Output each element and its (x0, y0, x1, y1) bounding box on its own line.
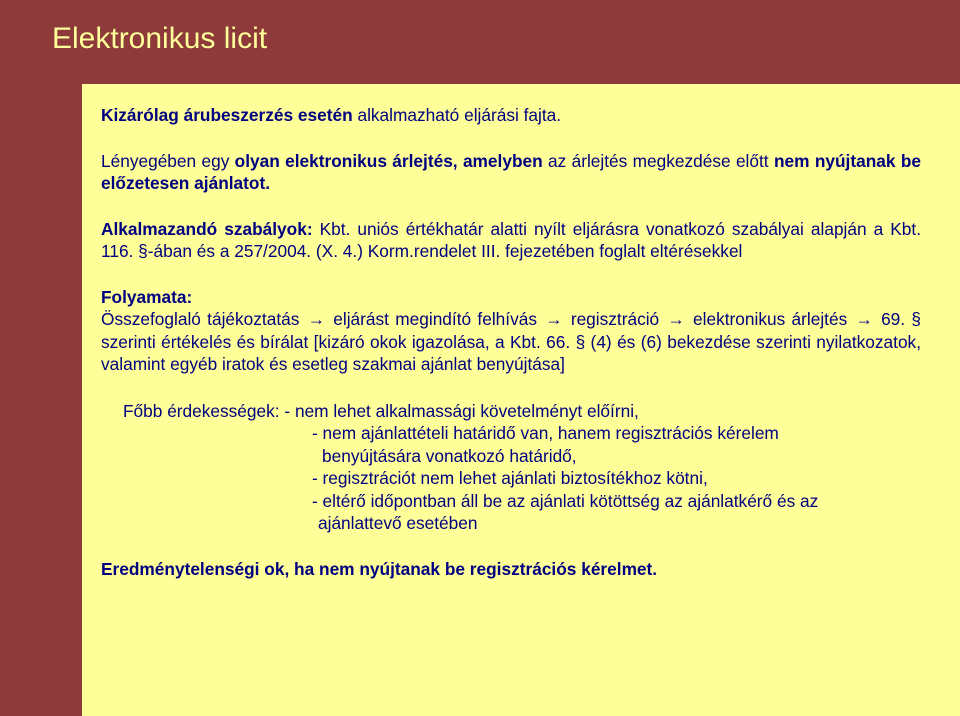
process-step-1: Összefoglaló tájékoztatás (101, 309, 300, 329)
list-item (123, 400, 921, 423)
slide-title: Elektronikus licit (52, 22, 268, 55)
list-item: - nem ajánlattételi határidő van, hanem regisztrációs kérelem (312, 423, 779, 443)
arrow-right-icon: → (855, 309, 873, 329)
interests-label: Főbb érdekességek: (123, 400, 280, 421)
interests-list (123, 400, 921, 535)
arrow-right-icon: → (307, 309, 325, 329)
list-item: - regisztrációt nem lehet ajánlati biztosítékhoz kötni, (312, 468, 708, 488)
process-step-2: eljárást megindító felhívás (333, 309, 537, 329)
process-step-3: regisztráció (570, 309, 660, 329)
definition-c: az árlejtés megkezdése előtt (542, 150, 774, 171)
paragraph-definition (101, 150, 921, 195)
definition-d: nem nyújtanak be előzetesen ajánlatot. (101, 150, 921, 193)
process-step-5: 69. § szerinti értékelés és bírálat [kizáró okok igazolása, a Kbt. 66. § (4) és (6) bekezdése szerinti nyilatkozatok, valamint egyéb iratok és esetleg szakmai ajánlat benyújtása] (101, 309, 921, 374)
list-item: - eltérő időpontban áll be az ajánlati kötöttség az ajánlatkérő és az (312, 490, 819, 511)
definition-b: olyan elektronikus árlejtés, amelyben (234, 150, 543, 171)
paragraph-rules (101, 218, 921, 263)
process-heading: Folyamata: (101, 286, 193, 307)
arrow-right-icon: → (667, 309, 685, 329)
rules-text: Kbt. uniós értékhatár alatti nyílt eljárásra vonatkozó szabályai alapján a Kbt. 116. §-ában és a 257/2004. (X. 4.) Korm.rendelet III. fejezetében foglalt eltérésekkel (101, 218, 921, 261)
rules-bold: Alkalmazandó szabályok: (101, 218, 313, 239)
result-statement (101, 558, 921, 581)
list-item: ajánlattevő esetében (318, 513, 478, 533)
list-item: benyújtására vonatkozó határidő, (322, 445, 577, 466)
paragraph-scope (101, 104, 921, 127)
process-step-4: elektronikus árlejtés (693, 309, 848, 329)
scope-text: alkalmazható eljárási fajta. (352, 105, 562, 125)
slide-body (101, 104, 921, 580)
interest-item-1: - nem lehet alkalmassági követelményt előírni, (284, 400, 639, 421)
paragraph-process (101, 286, 921, 376)
arrow-right-icon: → (545, 309, 563, 329)
result-bold: Eredménytelenségi ok, ha nem nyújtanak be regisztrációs kérelmet. (101, 558, 658, 579)
definition-a: Lényegében egy (101, 150, 235, 171)
scope-bold: Kizárólag árubeszerzés esetén (101, 105, 353, 125)
